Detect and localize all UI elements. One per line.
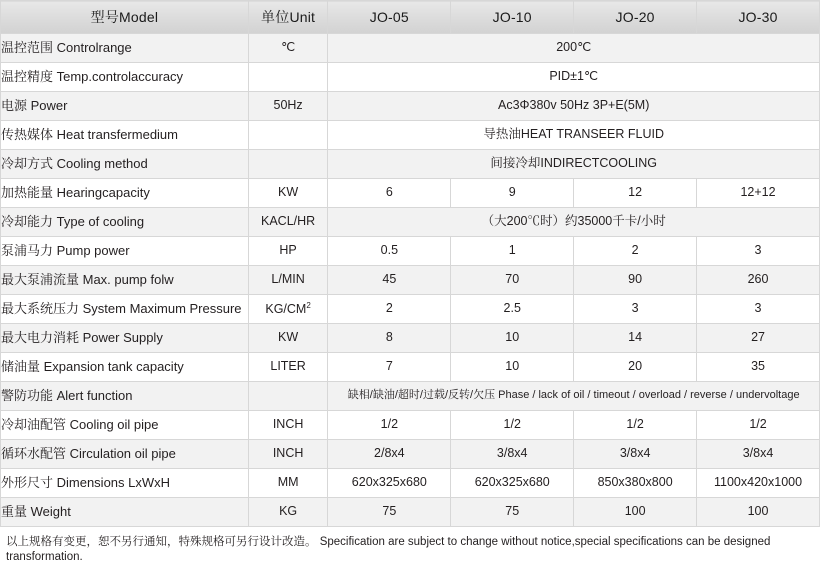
row-value: 0.5 <box>328 237 451 266</box>
row-value-merged: 缺相/缺油/超时/过载/反转/欠压 Phase / lack of oil / timeout / overload / reverse / undervoltage <box>328 382 820 411</box>
table-row <box>1 34 820 63</box>
column-header-model: 型号Model <box>1 1 249 34</box>
row-value: 2.5 <box>451 295 574 324</box>
row-unit <box>248 63 328 92</box>
row-label: 最大泵浦流量 Max. pump folw <box>1 266 249 295</box>
table-row <box>1 121 820 150</box>
row-unit: MM <box>248 469 328 498</box>
row-value: 2 <box>574 237 697 266</box>
column-header-jo-20: JO-20 <box>574 1 697 34</box>
row-unit <box>248 150 328 179</box>
row-value: 12+12 <box>697 179 820 208</box>
row-unit: 50Hz <box>248 92 328 121</box>
row-unit <box>248 382 328 411</box>
row-label: 最大电力消耗 Power Supply <box>1 324 249 353</box>
row-unit: INCH <box>248 440 328 469</box>
row-unit: KACL/HR <box>248 208 328 237</box>
row-value: 9 <box>451 179 574 208</box>
row-value: 14 <box>574 324 697 353</box>
table-row <box>1 208 820 237</box>
row-value: 3/8x4 <box>697 440 820 469</box>
row-label: 警防功能 Alert function <box>1 382 249 411</box>
row-label: 冷却方式 Cooling method <box>1 150 249 179</box>
row-value: 3/8x4 <box>574 440 697 469</box>
row-label: 冷却油配管 Cooling oil pipe <box>1 411 249 440</box>
row-value: 1/2 <box>574 411 697 440</box>
column-header-jo-30: JO-30 <box>697 1 820 34</box>
row-value: 620x325x680 <box>451 469 574 498</box>
row-value: 3/8x4 <box>451 440 574 469</box>
row-value: 3 <box>574 295 697 324</box>
table-row <box>1 440 820 469</box>
table-row <box>1 150 820 179</box>
footnote: 以上规格有变更，恕不另行通知，特殊规格可另行设计改造。 Specification are subject to change without notice,special specifications can be designed transformation. <box>6 536 771 563</box>
table-header <box>1 1 820 34</box>
table-row <box>1 92 820 121</box>
row-unit: L/MIN <box>248 266 328 295</box>
row-value: 10 <box>451 324 574 353</box>
row-value: 27 <box>697 324 820 353</box>
row-label: 电源 Power <box>1 92 249 121</box>
row-label: 加热能量 Hearingcapacity <box>1 179 249 208</box>
row-label: 传热媒体 Heat transfermedium <box>1 121 249 150</box>
column-header-unit: 单位Unit <box>248 1 328 34</box>
row-value: 850x380x800 <box>574 469 697 498</box>
row-unit-text: KG/CM <box>265 301 307 316</box>
row-value-merged: （大200℃时）约35000千卡/小时 <box>328 208 820 237</box>
row-label: 泵浦马力 Pump power <box>1 237 249 266</box>
table-row <box>1 469 820 498</box>
row-unit: HP <box>248 237 328 266</box>
row-value: 35 <box>697 353 820 382</box>
table-row <box>1 266 820 295</box>
row-value: 7 <box>328 353 451 382</box>
row-value: 90 <box>574 266 697 295</box>
row-value: 100 <box>574 498 697 527</box>
row-value: 3 <box>697 295 820 324</box>
table-row <box>1 353 820 382</box>
column-header-jo-10: JO-10 <box>451 1 574 34</box>
row-value: 75 <box>451 498 574 527</box>
table-body <box>1 34 820 527</box>
row-value: 100 <box>697 498 820 527</box>
row-label: 温控范围 Controlrange <box>1 34 249 63</box>
row-value: 12 <box>574 179 697 208</box>
row-unit: ℃ <box>248 34 328 63</box>
row-label: 重量 Weight <box>1 498 249 527</box>
row-unit: KW <box>248 179 328 208</box>
row-unit <box>248 295 328 324</box>
row-value: 8 <box>328 324 451 353</box>
row-unit: KW <box>248 324 328 353</box>
row-value: 1 <box>451 237 574 266</box>
row-unit <box>248 121 328 150</box>
row-value: 620x325x680 <box>328 469 451 498</box>
table-row <box>1 237 820 266</box>
row-value-merged: Ac3Φ380v 50Hz 3P+E(5M) <box>328 92 820 121</box>
row-value-merged: 间接冷却INDIRECTCOOLING <box>328 150 820 179</box>
row-value: 20 <box>574 353 697 382</box>
row-label: 储油量 Expansion tank capacity <box>1 353 249 382</box>
table-row <box>1 498 820 527</box>
row-unit: INCH <box>248 411 328 440</box>
table-row <box>1 382 820 411</box>
table-row <box>1 295 820 324</box>
row-value: 70 <box>451 266 574 295</box>
row-label: 温控精度 Temp.controlaccuracy <box>1 63 249 92</box>
row-value-merged: 导热油HEAT TRANSEER FLUID <box>328 121 820 150</box>
row-value-merged: 200℃ <box>328 34 820 63</box>
table-row <box>1 324 820 353</box>
table-row <box>1 63 820 92</box>
row-value: 1100x420x1000 <box>697 469 820 498</box>
table-row <box>1 411 820 440</box>
column-header-jo-05: JO-05 <box>328 1 451 34</box>
row-value: 10 <box>451 353 574 382</box>
row-value: 260 <box>697 266 820 295</box>
row-value: 1/2 <box>697 411 820 440</box>
row-unit: KG <box>248 498 328 527</box>
row-value: 2/8x4 <box>328 440 451 469</box>
row-value: 45 <box>328 266 451 295</box>
row-label: 循环水配管 Circulation oil pipe <box>1 440 249 469</box>
row-value: 3 <box>697 237 820 266</box>
row-unit-exponent: 2 <box>306 300 311 310</box>
row-unit: LITER <box>248 353 328 382</box>
row-label: 最大系统压力 System Maximum Pressure <box>1 295 249 324</box>
row-label: 冷却能力 Type of cooling <box>1 208 249 237</box>
row-value: 1/2 <box>328 411 451 440</box>
row-value: 1/2 <box>451 411 574 440</box>
row-value: 75 <box>328 498 451 527</box>
row-value: 6 <box>328 179 451 208</box>
table-row <box>1 179 820 208</box>
row-value-merged: PID±1℃ <box>328 63 820 92</box>
table-header-row <box>1 1 820 34</box>
row-value: 2 <box>328 295 451 324</box>
row-label: 外形尺寸 Dimensions LxWxH <box>1 469 249 498</box>
